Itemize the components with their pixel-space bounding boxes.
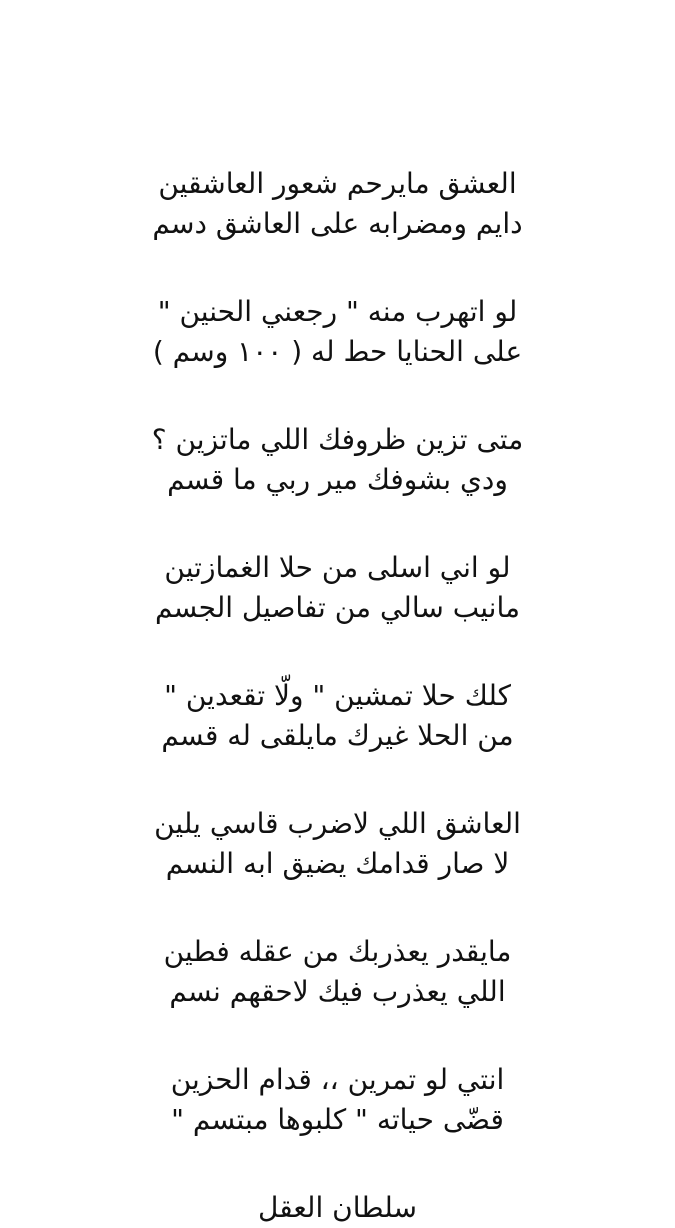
poet-signature: سلطان العقل [258, 1191, 417, 1224]
verse-line: لو اتهرب منه " رجعني الحنين " [157, 295, 518, 328]
verse-line: العاشق اللي لاضرب قاسي يلين [154, 807, 521, 840]
verse-line: قضّى حياته " كلبوها مبتسم " [171, 1103, 504, 1136]
verse-line: انتي لو تمرين ،، قدام الحزين [170, 1063, 505, 1096]
stanza-4 [0, 548, 675, 628]
stanza-7 [0, 932, 675, 1012]
verse-line: لا صار قدامك يضيق ابه النسم [165, 847, 510, 880]
verse-line: مانيب سالي من تفاصيل الجسم [155, 591, 520, 624]
stanza-3 [0, 420, 675, 500]
verse-line: العشق مايرحم شعور العاشقين [158, 167, 517, 200]
verse-line: من الحلا غيرك مايلقى له قسم [161, 719, 514, 752]
stanza-6 [0, 804, 675, 884]
verse-line: دايم ومضرابه على العاشق دسم [152, 207, 523, 240]
poem [0, 164, 675, 1228]
verse-line: ودي بشوفك مير ربي ما قسم [167, 463, 508, 496]
verse-line: لو اني اسلى من حلا الغمازتين [164, 551, 511, 584]
stanza-2 [0, 292, 675, 372]
verse-line: كلك حلا تمشين " ولّا تقعدين " [164, 679, 511, 712]
verse-line: اللي يعذرب فيك لاحقهم نسم [169, 975, 506, 1008]
verse-line: متى تزين ظروفك اللي ماتزين ؟ [151, 423, 524, 456]
stanza-5 [0, 676, 675, 756]
stanza-1 [0, 164, 675, 244]
verse-line: مايقدر يعذربك من عقله فطين [163, 935, 512, 968]
stanza-8 [0, 1060, 675, 1140]
verse-line: على الحنايا حط له ( ١٠٠ وسم ) [152, 335, 523, 368]
